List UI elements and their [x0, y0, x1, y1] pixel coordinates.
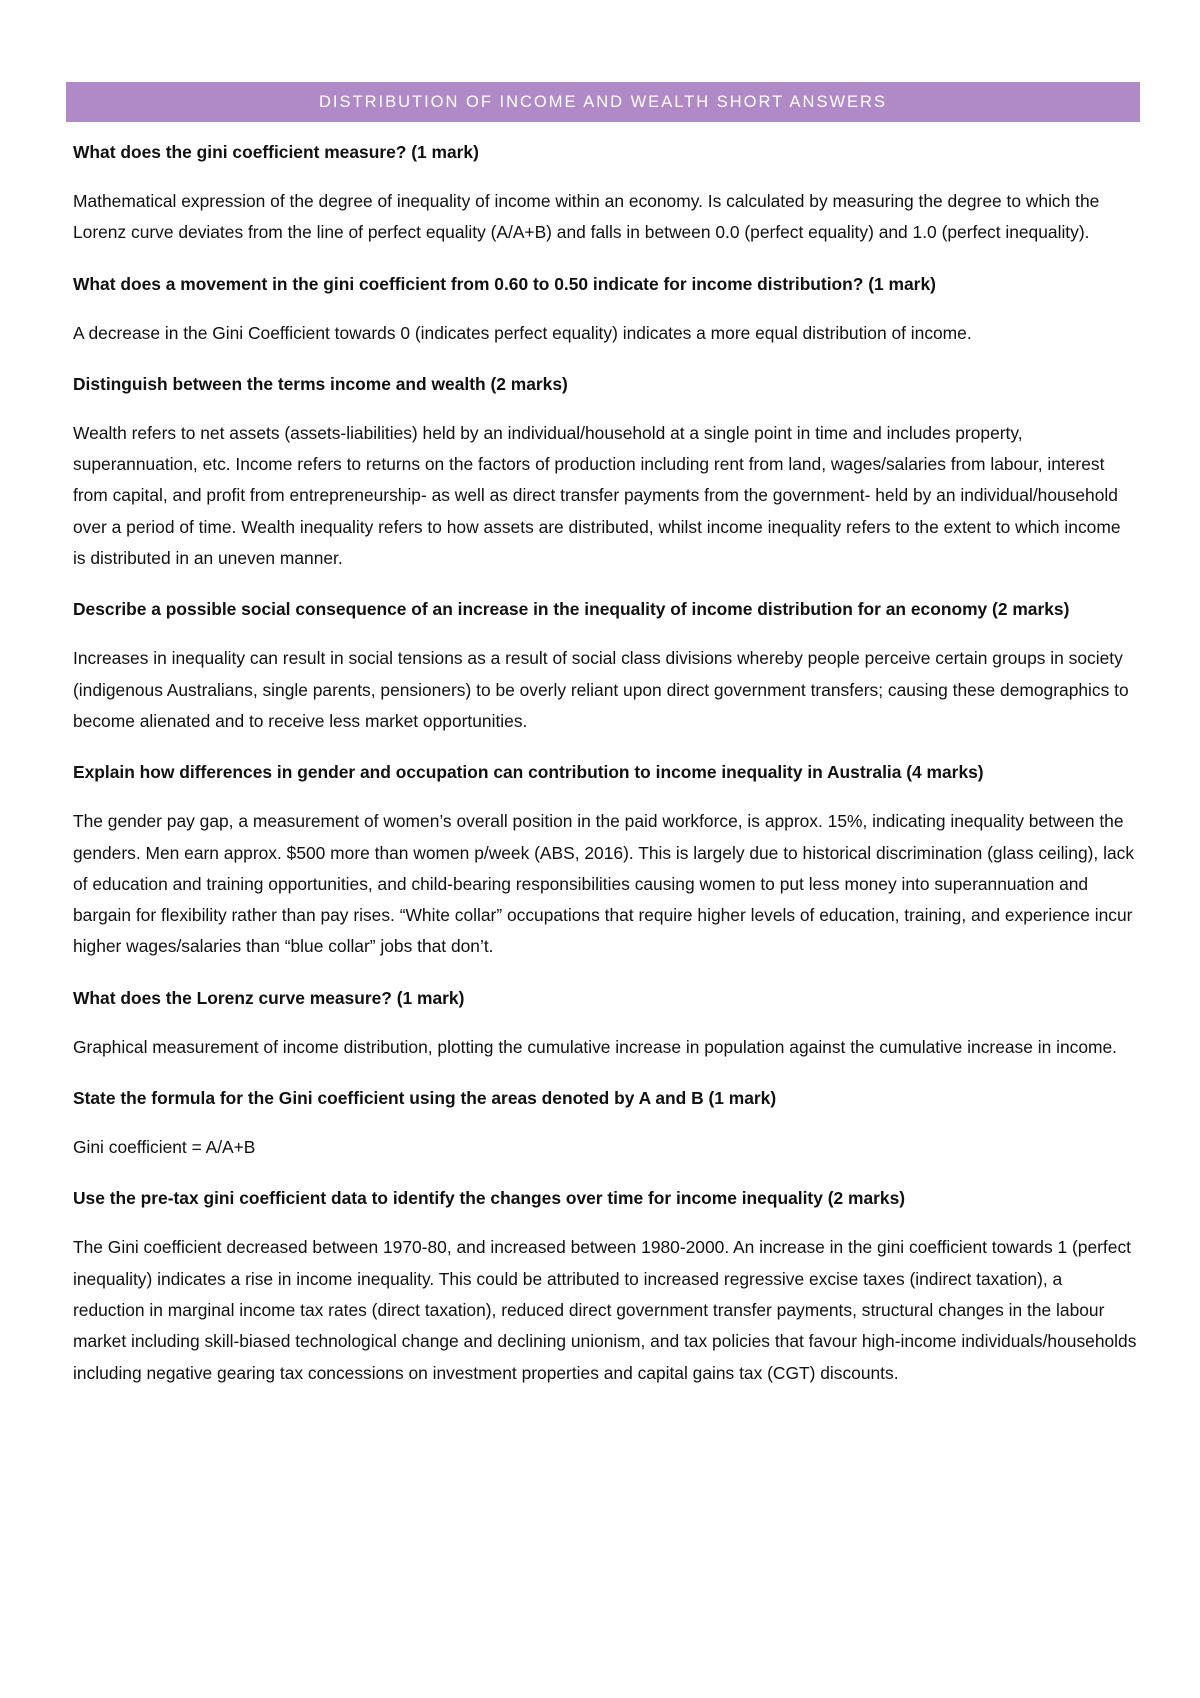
answer-paragraph: Wealth refers to net assets (assets-liabilities) held by an individual/household at a single point in time and includes property, superannuation, etc. Income refers to returns on the factors of production including rent from land, wages/salaries from labour, interest from capital, and profit from entrepreneurship- as well as direct transfer payments from the government- held by an individual/household over a period of time. Wealth inequality refers to how assets are distributed, whilst income inequality refers to the extent to which income is distributed in an uneven manner. — [73, 422, 1121, 569]
qa-item — [73, 269, 1137, 349]
answer-paragraph: Gini coefficient = A/A+B — [73, 1137, 256, 1158]
qa-item — [73, 757, 1137, 962]
answer-paragraph: Mathematical expression of the degree of inequality of income within an economy. Is calculated by measuring the degree to which the Lorenz curve deviates from the line of perfect equality (A/A+B) and falls in between 0.0 (perfect equality) and 1.0 (perfect inequality). — [73, 191, 1100, 243]
question-heading: Use the pre-tax gini coefficient data to identify the changes over time for income inequality (2 marks) — [73, 1188, 906, 1209]
question-heading: Describe a possible social consequence of an increase in the inequality of income distribution for an economy (2 marks) — [73, 599, 1070, 620]
qa-item — [73, 594, 1137, 737]
answer-paragraph: A decrease in the Gini Coefficient towards 0 (indicates perfect equality) indicates a more equal distribution of income. — [73, 322, 972, 343]
question-heading: What does the gini coefficient measure? (1 mark) — [73, 142, 479, 162]
qa-content — [73, 137, 1137, 1409]
qa-item — [73, 1183, 1137, 1388]
qa-item — [73, 369, 1137, 574]
question-heading: State the formula for the Gini coefficient using the areas denoted by A and B (1 mark) — [73, 1088, 777, 1109]
answer-paragraph: Graphical measurement of income distribution, plotting the cumulative increase in population against the cumulative increase in income. — [73, 1036, 1117, 1057]
qa-item — [73, 983, 1137, 1063]
question-heading: What does the Lorenz curve measure? (1 mark) — [73, 987, 465, 1008]
document-title: DISTRIBUTION OF INCOME AND WEALTH SHORT ANSWERS — [319, 92, 887, 111]
answer-paragraph: Increases in inequality can result in social tensions as a result of social class divisions whereby people perceive certain groups in society (indigenous Australians, single parents, pensioners) to be overly reliant upon direct government transfers; causing these demographics to become alienated and to receive less market opportunities. — [73, 648, 1129, 731]
answer-paragraph: The gender pay gap, a measurement of women’s overall position in the paid workforce, is approx. 15%, indicating inequality between the genders. Men earn approx. $500 more than women p/week (ABS, 2016). This is largely due to historical discrimination (glass ceiling), lack of education and training opportunities, and child-bearing responsibilities causing women to put less money into superannuation and bargain for flexibility rather than pay rises. “White collar” occupations that require higher levels of education, training, and experience incur higher wages/salaries than “blue collar” jobs that don’t. — [73, 811, 1135, 957]
question-heading: Explain how differences in gender and occupation can contribution to income inequality in Australia (4 marks) — [73, 762, 984, 783]
qa-item — [73, 1083, 1137, 1163]
question-heading: What does a movement in the gini coefficient from 0.60 to 0.50 indicate for income distribution? (1 mark) — [73, 273, 936, 294]
question-heading: Distinguish between the terms income and wealth (2 marks) — [73, 373, 568, 394]
title-banner — [66, 82, 1140, 122]
qa-item — [73, 137, 1137, 249]
answer-paragraph: The Gini coefficient decreased between 1970-80, and increased between 1980-2000. An increase in the gini coefficient towards 1 (perfect inequality) indicates a rise in income inequality. This could be attributed to increased regressive excise taxes (indirect taxation), a reduction in marginal income tax rates (direct taxation), reduced direct government transfer payments, structural changes in the labour market including skill-biased technological change and declining unionism, and tax policies that favour high-income individuals/households including negative gearing tax concessions on investment properties and capital gains tax (CGT) discounts. — [73, 1237, 1137, 1383]
